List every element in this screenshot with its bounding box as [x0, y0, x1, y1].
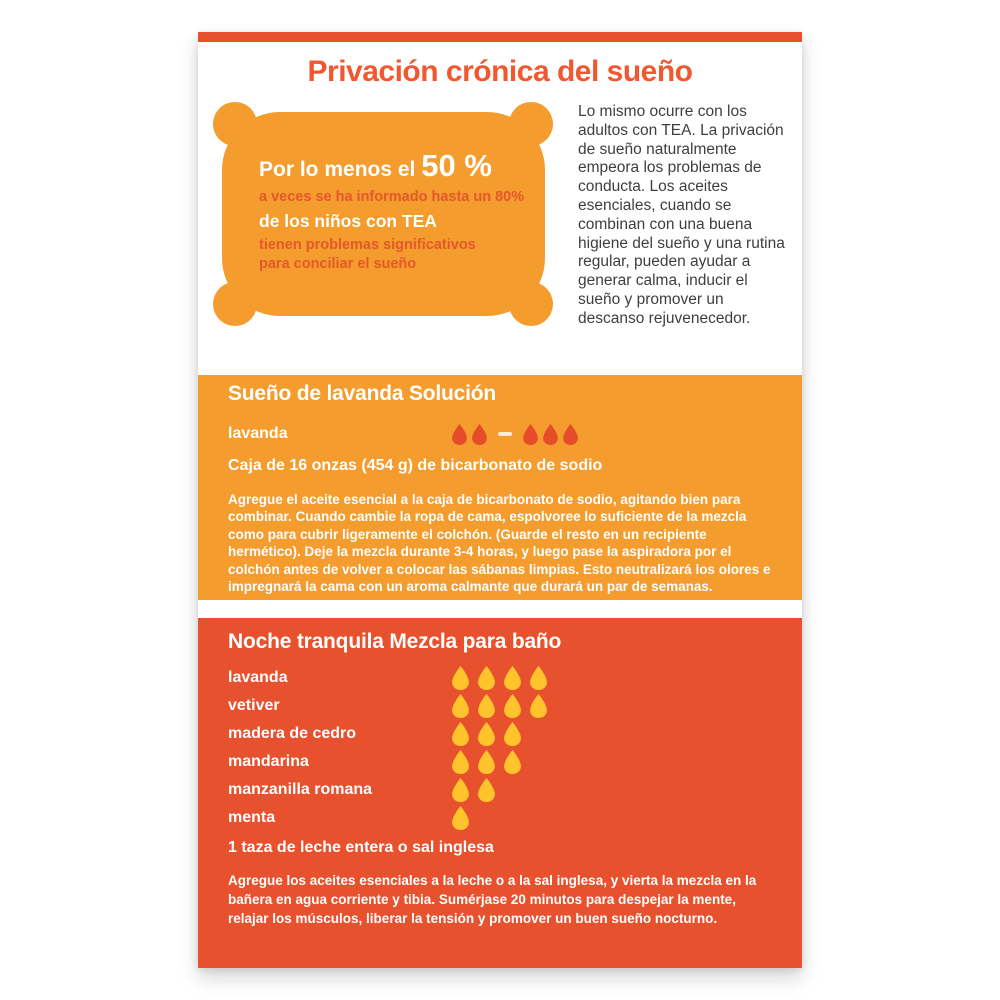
extra-ingredient: 1 taza de leche entera o sal inglesa: [228, 839, 494, 856]
drop-icon: [478, 666, 495, 690]
section-title: Sueño de lavanda Solución: [228, 382, 497, 405]
stat-headline: [259, 148, 529, 188]
ingredient-row: [228, 720, 777, 748]
drop-count: [452, 806, 469, 830]
drop-count: [452, 750, 521, 774]
ingredient-label: madera de cedro: [228, 725, 357, 742]
ingredient-row: [228, 692, 777, 720]
stat-fact: de los niños con TEA: [259, 211, 437, 231]
drop-icon: [452, 666, 469, 690]
ingredient-row: [228, 419, 777, 449]
ingredient-row: [228, 804, 777, 832]
drop-count: [452, 778, 495, 802]
top-accent-bar: [198, 32, 802, 42]
ingredient-label: menta: [228, 809, 276, 826]
stat-note: tienen problemas significativos: [259, 237, 476, 253]
ingredient-list: [228, 664, 777, 832]
drop-count: [452, 722, 521, 746]
range-dash-icon: [498, 432, 512, 436]
drop-icon: [452, 778, 469, 802]
ingredient-label: lavanda: [228, 669, 288, 686]
drop-icon: [478, 750, 495, 774]
drop-icon: [478, 694, 495, 718]
ingredient-label: vetiver: [228, 697, 280, 714]
stat-note: para conciliar el sueño: [259, 256, 417, 272]
section-title: Noche tranquila Mezcla para baño: [228, 630, 562, 653]
drop-icon: [478, 778, 495, 802]
drop-icon: [504, 694, 521, 718]
pillow-stat-block: [259, 148, 529, 274]
stat-prefix: Por lo menos el: [259, 158, 416, 181]
ingredient-row: [228, 664, 777, 692]
drop-icon: [504, 750, 521, 774]
drop-icon: [530, 694, 547, 718]
drop-icon: [452, 694, 469, 718]
drop-icon: [504, 666, 521, 690]
stat-note: a veces se ha informado hasta un 80%: [259, 189, 525, 205]
drop-icon: [523, 424, 538, 445]
ingredient-label: manzanilla romana: [228, 781, 373, 798]
instructions-paragraph: Agregue el aceite esencial a la caja de bicarbonato de sodio, agitando bien para combinar. Cuando cambie la ropa de cama, espolvoree lo suficiente de la mezcla como para cubrir ligeramente el colchón. (Guarde el resto en un recipiente hermético). Deje la mezcla durante 3-4 horas, y luego pase la aspiradora por el colchón antes de volver a colocar las sábanas limpias. Esto neutralizará los olores e impregnará la cama con un aroma calmante que durará un par de semanas.: [228, 492, 771, 595]
lavender-solution-section: [198, 375, 802, 600]
ingredient-label: mandarina: [228, 753, 309, 770]
ingredient-row: [228, 748, 777, 776]
extra-ingredient: Caja de 16 onzas (454 g) de bicarbonato de sodio: [228, 457, 603, 474]
drop-icon: [504, 722, 521, 746]
intro-paragraph: Lo mismo ocurre con los adultos con TEA. La privación de sueño naturalmente empeora los problemas de conducta. Los aceites esenciales, cuando se combinan con una buena higiene del sueño y una rutina regular, pueden ayudar a generar calma, inducir el sueño y promover un descanso rejuvenecedor.: [578, 103, 785, 327]
drop-icon: [530, 666, 547, 690]
drop-icon: [543, 424, 558, 445]
drop-range: [452, 424, 578, 445]
header-section: [198, 42, 802, 375]
infographic-card: [198, 32, 802, 968]
drop-icon: [563, 424, 578, 445]
drop-icon: [452, 750, 469, 774]
drop-icon: [472, 424, 487, 445]
stat-value: 50 %: [421, 148, 492, 183]
pillow-graphic: [222, 108, 545, 320]
ingredient-row: [228, 776, 777, 804]
drop-icon: [452, 424, 467, 445]
bath-blend-section: [198, 618, 802, 968]
drop-count: [452, 666, 547, 690]
instructions-paragraph: Agregue los aceites esenciales a la leche o a la sal inglesa, y vierta la mezcla en la bañera en agua corriente y tibia. Sumérjase 20 minutos para despejar la mente, relajar los músculos, liberar la tensión y promover un buen sueño nocturno.: [228, 873, 757, 926]
drop-icon: [478, 722, 495, 746]
ingredient-label: lavanda: [228, 425, 288, 442]
section-divider: [198, 600, 802, 618]
drop-icon: [452, 722, 469, 746]
drop-icon: [452, 806, 469, 830]
drop-count: [452, 694, 547, 718]
page-title: Privación crónica del sueño: [307, 55, 693, 88]
